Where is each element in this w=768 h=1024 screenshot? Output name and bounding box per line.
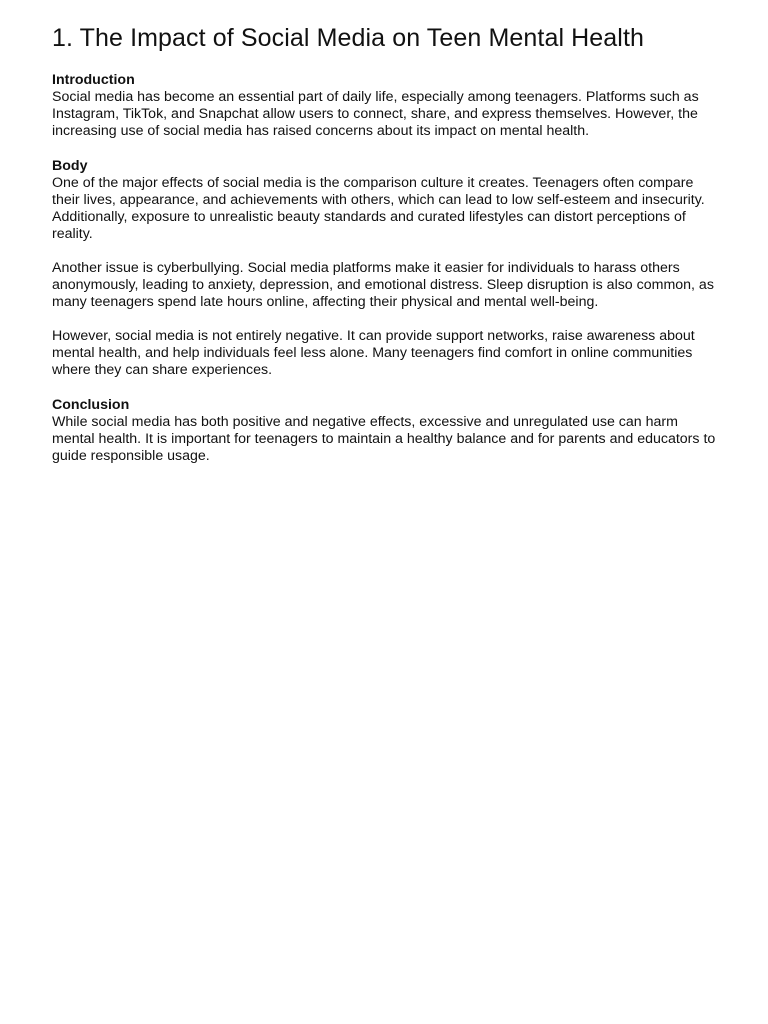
document-page bbox=[52, 22, 720, 465]
section-heading-body: Body bbox=[52, 158, 88, 174]
introduction-paragraph: Social media has become an essential part of daily life, especially among teenagers. Platforms such as Instagram, TikTok, and Snapchat allow users to connect, share, and express themselves. However, the increasing use of social media has raised concerns about its impact on mental health. bbox=[52, 89, 699, 139]
section-heading-conclusion: Conclusion bbox=[52, 397, 130, 413]
document-title: 1. The Impact of Social Media on Teen Mental Health bbox=[52, 24, 645, 52]
section-body bbox=[52, 158, 720, 379]
section-conclusion bbox=[52, 397, 720, 465]
section-introduction bbox=[52, 72, 720, 140]
body-paragraph-positive: However, social media is not entirely negative. It can provide support networks, raise awareness about mental health, and help individuals feel less alone. Many teenagers find comfort in online communities where they can share experiences. bbox=[52, 328, 695, 378]
section-heading-introduction: Introduction bbox=[52, 72, 135, 88]
body-paragraph-cyberbullying: Another issue is cyberbullying. Social media platforms make it easier for individuals to harass others anonymously, leading to anxiety, depression, and emotional distress. Sleep disruption is also common, as many teenagers spend late hours online, affecting their physical and mental well-being. bbox=[52, 260, 714, 310]
conclusion-paragraph: While social media has both positive and negative effects, excessive and unregulated use can harm mental health. It is important for teenagers to maintain a healthy balance and for parents and educators to guide responsible usage. bbox=[52, 414, 716, 464]
body-paragraph-comparison: One of the major effects of social media is the comparison culture it creates. Teenagers often compare their lives, appearance, and achievements with others, which can lead to low self-esteem and insecurity. Additionally, exposure to unrealistic beauty standards and curated lifestyles can distort perceptions of reality. bbox=[52, 175, 705, 242]
